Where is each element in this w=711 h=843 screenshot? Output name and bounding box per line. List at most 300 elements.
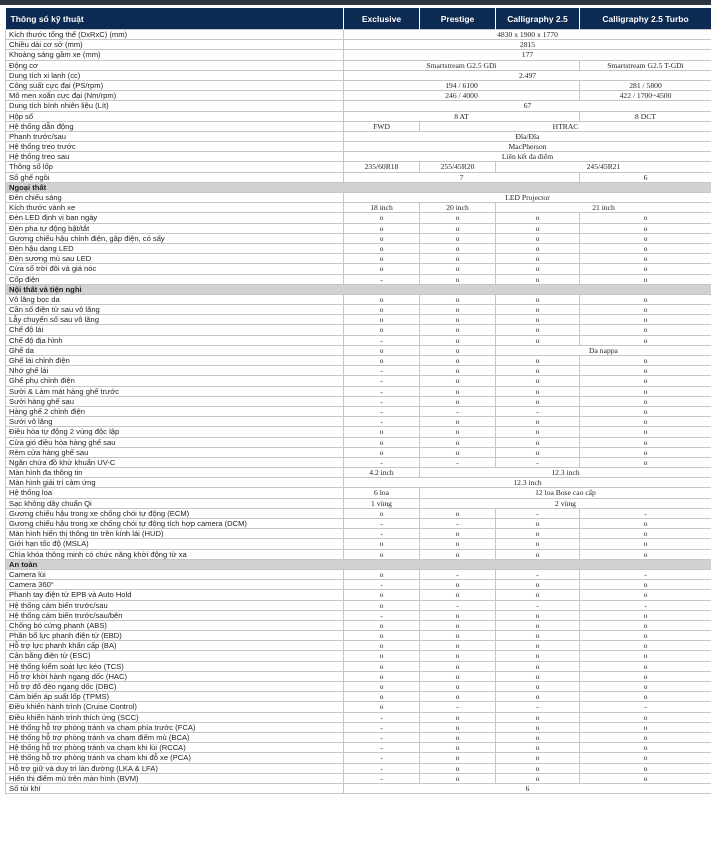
spec-value: o: [580, 264, 711, 274]
spec-body: [6, 30, 711, 794]
spec-value: o: [344, 345, 420, 355]
spec-value: 246 / 4000: [344, 91, 580, 101]
spec-value: -: [580, 508, 711, 518]
spec-value: o: [344, 651, 420, 661]
spec-row: [6, 508, 711, 518]
spec-label: Chế độ lái: [6, 325, 344, 335]
spec-value: o: [420, 223, 496, 233]
spec-label: Hàng ghế 2 chỉnh điện: [6, 406, 344, 416]
spec-row: [6, 539, 711, 549]
spec-label: Hỗ trợ đổ đèo ngang dốc (DBC): [6, 682, 344, 692]
spec-value: MacPherson: [344, 142, 711, 152]
spec-label: Động cơ: [6, 60, 344, 70]
spec-value: o: [580, 417, 711, 427]
spec-value: 67: [344, 101, 711, 111]
spec-label: Điều khiển hành trình thích ứng (SCC): [6, 712, 344, 722]
spec-value: -: [496, 457, 580, 467]
spec-label: Dung tích xi lanh (cc): [6, 70, 344, 80]
spec-value: o: [344, 254, 420, 264]
spec-value: o: [420, 671, 496, 681]
spec-value: -: [420, 569, 496, 579]
spec-value: -: [420, 600, 496, 610]
header-spec: Thông số kỹ thuật: [6, 8, 344, 30]
spec-label: Ghế da: [6, 345, 344, 355]
spec-label: Khoảng sáng gầm xe (mm): [6, 50, 344, 60]
spec-row: [6, 773, 711, 783]
spec-value: -: [580, 569, 711, 579]
spec-row: [6, 315, 711, 325]
spec-row: [6, 60, 711, 70]
spec-value: -: [420, 702, 496, 712]
spec-value: o: [580, 294, 711, 304]
spec-value: 6: [344, 783, 711, 793]
spec-label: Cửa gió điều hòa hàng ghế sau: [6, 437, 344, 447]
section-row: [6, 559, 711, 569]
spec-value: o: [580, 671, 711, 681]
spec-label: Hỗ trợ lực phanh khẩn cấp (BA): [6, 641, 344, 651]
spec-value: o: [580, 610, 711, 620]
spec-value: o: [580, 549, 711, 559]
spec-label: Rèm cửa hàng ghế sau: [6, 447, 344, 457]
spec-row: [6, 91, 711, 101]
spec-value: -: [344, 529, 420, 539]
spec-value: o: [344, 356, 420, 366]
spec-value: -: [344, 274, 420, 284]
spec-value: o: [496, 223, 580, 233]
spec-value: o: [496, 417, 580, 427]
spec-row: [6, 70, 711, 80]
spec-value: o: [580, 529, 711, 539]
spec-value: o: [496, 631, 580, 641]
spec-value: o: [344, 325, 420, 335]
spec-row: [6, 457, 711, 467]
spec-label: Kích thước vành xe: [6, 203, 344, 213]
spec-label: Chống bó cứng phanh (ABS): [6, 620, 344, 630]
spec-value: o: [344, 702, 420, 712]
spec-row: [6, 753, 711, 763]
spec-label: Camera 360°: [6, 580, 344, 590]
spec-value: o: [420, 732, 496, 742]
spec-value: o: [420, 315, 496, 325]
header-calligraphy: Calligraphy 2.5: [496, 8, 580, 30]
spec-label: Cảm biến áp suất lốp (TPMS): [6, 692, 344, 702]
spec-label: Cân bằng điện tử (ESC): [6, 651, 344, 661]
spec-value: o: [496, 580, 580, 590]
spec-value: o: [580, 254, 711, 264]
header-exclusive: Exclusive: [344, 8, 420, 30]
spec-label: Giới hạn tốc độ (MSLA): [6, 539, 344, 549]
spec-value: o: [496, 396, 580, 406]
spec-row: [6, 203, 711, 213]
spec-row: [6, 519, 711, 529]
spec-value: 1 vùng: [344, 498, 420, 508]
spec-value: o: [344, 223, 420, 233]
spec-row: [6, 641, 711, 651]
spec-value: o: [496, 763, 580, 773]
section-row: [6, 284, 711, 294]
section-row: [6, 182, 711, 192]
spec-label: Thông số lốp: [6, 162, 344, 172]
spec-value: 281 / 5800: [580, 80, 711, 90]
spec-row: [6, 488, 711, 498]
spec-value: 7: [344, 172, 580, 182]
spec-row: [6, 692, 711, 702]
spec-value: o: [580, 753, 711, 763]
spec-row: [6, 437, 711, 447]
spec-value: o: [420, 345, 496, 355]
spec-value: o: [496, 519, 580, 529]
spec-value: -: [580, 600, 711, 610]
spec-value: o: [420, 682, 496, 692]
spec-value: o: [496, 590, 580, 600]
spec-value: -: [344, 773, 420, 783]
spec-value: o: [496, 264, 580, 274]
spec-row: [6, 651, 711, 661]
spec-label: Phanh tay điện tử EPB và Auto Hold: [6, 590, 344, 600]
spec-value: o: [580, 631, 711, 641]
spec-value: 6 loa: [344, 488, 420, 498]
spec-value: o: [420, 773, 496, 783]
section-title: Ngoại thất: [6, 182, 711, 192]
spec-row: [6, 529, 711, 539]
spec-row: [6, 305, 711, 315]
spec-value: o: [496, 437, 580, 447]
spec-label: Hệ thống treo trước: [6, 142, 344, 152]
spec-value: o: [420, 651, 496, 661]
spec-label: Vô lăng bọc da: [6, 294, 344, 304]
spec-value: o: [420, 243, 496, 253]
spec-value: o: [420, 376, 496, 386]
spec-value: o: [580, 722, 711, 732]
spec-label: Hỗ trợ khởi hành ngang dốc (HAC): [6, 671, 344, 681]
spec-value: o: [420, 529, 496, 539]
spec-value: o: [420, 712, 496, 722]
spec-row: [6, 743, 711, 753]
spec-value: o: [420, 447, 496, 457]
spec-value: o: [344, 620, 420, 630]
spec-label: Hệ thống hỗ trợ phòng tránh va chạm điểm mù (BCA): [6, 732, 344, 742]
spec-value: o: [496, 753, 580, 763]
spec-row: [6, 223, 711, 233]
spec-value: o: [420, 254, 496, 264]
spec-row: [6, 40, 711, 50]
spec-value: o: [580, 732, 711, 742]
spec-value: o: [420, 610, 496, 620]
spec-value: o: [344, 243, 420, 253]
spec-value: o: [496, 620, 580, 630]
spec-value: o: [580, 590, 711, 600]
spec-label: Đèn pha tự động bật/tắt: [6, 223, 344, 233]
spec-value: o: [496, 671, 580, 681]
spec-value: o: [580, 396, 711, 406]
spec-value: o: [496, 610, 580, 620]
spec-value: o: [344, 315, 420, 325]
top-bar: [0, 0, 711, 5]
spec-value: o: [496, 539, 580, 549]
spec-row: [6, 417, 711, 427]
spec-value: o: [420, 233, 496, 243]
spec-label: Điều khiển hành trình (Cruise Control): [6, 702, 344, 712]
spec-value: o: [580, 457, 711, 467]
spec-value: o: [496, 661, 580, 671]
spec-value: o: [496, 529, 580, 539]
spec-value: -: [344, 396, 420, 406]
spec-value: o: [580, 213, 711, 223]
spec-value: Da nappa: [496, 345, 711, 355]
spec-value: o: [420, 620, 496, 630]
spec-row: [6, 243, 711, 253]
spec-value: o: [496, 732, 580, 742]
spec-label: Hệ thống dẫn động: [6, 121, 344, 131]
spec-label: Sưởi & Làm mát hàng ghế trước: [6, 386, 344, 396]
spec-value: o: [580, 223, 711, 233]
spec-value: o: [496, 366, 580, 376]
spec-value: o: [420, 763, 496, 773]
spec-value: 18 inch: [344, 203, 420, 213]
spec-value: o: [580, 692, 711, 702]
spec-value: 235/60R18: [344, 162, 420, 172]
spec-value: o: [580, 447, 711, 457]
spec-label: Gương chiếu hậu trong xe chống chói tự động (ECM): [6, 508, 344, 518]
spec-row: [6, 631, 711, 641]
spec-label: Chế độ địa hình: [6, 335, 344, 345]
spec-label: Hệ thống cảm biến trước/sau/bên: [6, 610, 344, 620]
spec-value: o: [496, 213, 580, 223]
spec-row: [6, 569, 711, 579]
spec-row: [6, 712, 711, 722]
spec-label: Chiều dài cơ sở (mm): [6, 40, 344, 50]
spec-value: o: [344, 447, 420, 457]
spec-label: Phanh trước/sau: [6, 131, 344, 141]
section-title: An toàn: [6, 559, 711, 569]
spec-value: -: [344, 753, 420, 763]
spec-value: o: [420, 213, 496, 223]
spec-value: o: [496, 335, 580, 345]
spec-label: Mô men xoắn cực đại (Nm/rpm): [6, 91, 344, 101]
spec-value: o: [580, 406, 711, 416]
spec-value: o: [420, 356, 496, 366]
spec-value: -: [344, 417, 420, 427]
spec-value: o: [496, 743, 580, 753]
spec-value: o: [420, 386, 496, 396]
spec-value: o: [344, 549, 420, 559]
spec-value: o: [344, 437, 420, 447]
spec-row: [6, 152, 711, 162]
spec-label: Hệ thống hỗ trợ phòng tránh va chạm khi lùi (RCCA): [6, 743, 344, 753]
spec-value: -: [344, 519, 420, 529]
spec-label: Phân bổ lực phanh điện tử (EBD): [6, 631, 344, 641]
spec-value: o: [580, 325, 711, 335]
spec-label: Đèn sương mù sau LED: [6, 254, 344, 264]
spec-value: 177: [344, 50, 711, 60]
spec-value: o: [496, 641, 580, 651]
spec-value: o: [580, 743, 711, 753]
spec-value: Liên kết đa điểm: [344, 152, 711, 162]
spec-row: [6, 193, 711, 203]
spec-value: o: [420, 335, 496, 345]
spec-value: 2.497: [344, 70, 711, 80]
spec-row: [6, 376, 711, 386]
spec-row: [6, 366, 711, 376]
spec-row: [6, 498, 711, 508]
spec-value: o: [496, 254, 580, 264]
spec-value: o: [344, 305, 420, 315]
spec-value: HTRAC: [420, 121, 711, 131]
spec-row: [6, 213, 711, 223]
spec-value: o: [496, 773, 580, 783]
spec-row: [6, 233, 711, 243]
spec-label: Cửa sổ trời đôi và giá nóc: [6, 264, 344, 274]
spec-value: -: [344, 722, 420, 732]
spec-value: 2 vùng: [420, 498, 711, 508]
spec-value: o: [344, 427, 420, 437]
spec-value: o: [580, 519, 711, 529]
spec-value: o: [344, 600, 420, 610]
spec-row: [6, 162, 711, 172]
spec-value: o: [420, 305, 496, 315]
spec-value: o: [420, 294, 496, 304]
spec-value: Smartstream G2.5 T-GDi: [580, 60, 711, 70]
spec-row: [6, 172, 711, 182]
spec-row: [6, 427, 711, 437]
spec-value: 12 loa Bose cao cấp: [420, 488, 711, 498]
spec-value: 8 AT: [344, 111, 580, 121]
spec-value: o: [580, 580, 711, 590]
spec-row: [6, 763, 711, 773]
spec-value: o: [580, 651, 711, 661]
spec-value: 194 / 6100: [344, 80, 580, 90]
spec-value: o: [496, 722, 580, 732]
spec-label: Hộp số: [6, 111, 344, 121]
spec-value: o: [496, 386, 580, 396]
spec-value: -: [496, 406, 580, 416]
spec-label: Sạc không dây chuẩn Qi: [6, 498, 344, 508]
spec-value: o: [580, 682, 711, 692]
spec-value: o: [344, 671, 420, 681]
spec-row: [6, 610, 711, 620]
spec-label: Gương chiếu hậu trong xe chống chói tự động tích hợp camera (DCM): [6, 519, 344, 529]
spec-label: Đèn hậu dạng LED: [6, 243, 344, 253]
spec-value: o: [496, 325, 580, 335]
spec-value: -: [496, 569, 580, 579]
spec-row: [6, 121, 711, 131]
spec-value: o: [496, 682, 580, 692]
spec-value: o: [344, 590, 420, 600]
spec-value: 255/45R20: [420, 162, 496, 172]
spec-row: [6, 50, 711, 60]
spec-value: o: [580, 335, 711, 345]
spec-value: -: [580, 702, 711, 712]
spec-row: [6, 549, 711, 559]
spec-row: [6, 396, 711, 406]
spec-value: o: [420, 661, 496, 671]
spec-label: Ghế lái chỉnh điện: [6, 356, 344, 366]
spec-row: [6, 264, 711, 274]
spec-row: [6, 580, 711, 590]
spec-row: [6, 600, 711, 610]
spec-value: o: [496, 243, 580, 253]
spec-label: Lẫy chuyển số sau vô lăng: [6, 315, 344, 325]
spec-label: Màn hình giải trí cảm ứng: [6, 478, 344, 488]
spec-label: Chìa khóa thông minh có chức năng khởi động từ xa: [6, 549, 344, 559]
spec-label: Ngăn chứa đồ khử khuẩn UV-C: [6, 457, 344, 467]
spec-value: o: [580, 763, 711, 773]
header-prestige: Prestige: [420, 8, 496, 30]
spec-value: o: [344, 569, 420, 579]
spec-value: -: [420, 519, 496, 529]
spec-value: 422 / 1700~4500: [580, 91, 711, 101]
spec-value: -: [496, 508, 580, 518]
spec-label: Camera lùi: [6, 569, 344, 579]
spec-value: o: [496, 305, 580, 315]
spec-value: -: [496, 600, 580, 610]
spec-value: o: [580, 243, 711, 253]
spec-value: o: [420, 274, 496, 284]
spec-value: 21 inch: [496, 203, 711, 213]
spec-value: o: [580, 356, 711, 366]
spec-row: [6, 661, 711, 671]
spec-value: o: [580, 366, 711, 376]
spec-value: o: [496, 233, 580, 243]
spec-value: o: [344, 692, 420, 702]
spec-row: [6, 783, 711, 793]
spec-value: o: [496, 294, 580, 304]
spec-row: [6, 468, 711, 478]
spec-value: 12.3 inch: [344, 478, 711, 488]
spec-value: o: [420, 437, 496, 447]
spec-value: -: [344, 580, 420, 590]
spec-value: o: [496, 549, 580, 559]
spec-label: Hệ thống treo sau: [6, 152, 344, 162]
spec-label: Màn hình đa thông tin: [6, 468, 344, 478]
spec-value: o: [420, 722, 496, 732]
spec-value: 4.2 inch: [344, 468, 420, 478]
spec-value: -: [420, 457, 496, 467]
spec-value: -: [344, 406, 420, 416]
spec-label: Hiển thị điểm mù trên màn hình (BVM): [6, 773, 344, 783]
spec-row: [6, 702, 711, 712]
spec-label: Số ghế ngồi: [6, 172, 344, 182]
spec-value: o: [580, 620, 711, 630]
spec-value: o: [580, 773, 711, 783]
spec-label: Đèn chiếu sáng: [6, 193, 344, 203]
spec-row: [6, 142, 711, 152]
spec-label: Màn hình hiển thị thông tin trên kính lái (HUD): [6, 529, 344, 539]
spec-row: [6, 478, 711, 488]
spec-row: [6, 274, 711, 284]
spec-value: o: [344, 233, 420, 243]
spec-value: o: [344, 539, 420, 549]
section-title: Nội thất và tiện nghi: [6, 284, 711, 294]
spec-value: -: [344, 366, 420, 376]
spec-row: [6, 131, 711, 141]
spec-row: [6, 732, 711, 742]
spec-value: o: [420, 549, 496, 559]
spec-table: [5, 8, 711, 794]
spec-value: 2815: [344, 40, 711, 50]
spec-value: o: [580, 274, 711, 284]
spec-label: Gương chiếu hậu chỉnh điện, gập điện, có sấy: [6, 233, 344, 243]
spec-value: -: [344, 743, 420, 753]
spec-value: o: [580, 305, 711, 315]
spec-label: Cốp điện: [6, 274, 344, 284]
spec-value: o: [344, 631, 420, 641]
spec-label: Đèn LED định vị ban ngày: [6, 213, 344, 223]
spec-value: o: [344, 213, 420, 223]
spec-label: Ghế phụ chỉnh điện: [6, 376, 344, 386]
spec-row: [6, 80, 711, 90]
spec-row: [6, 682, 711, 692]
